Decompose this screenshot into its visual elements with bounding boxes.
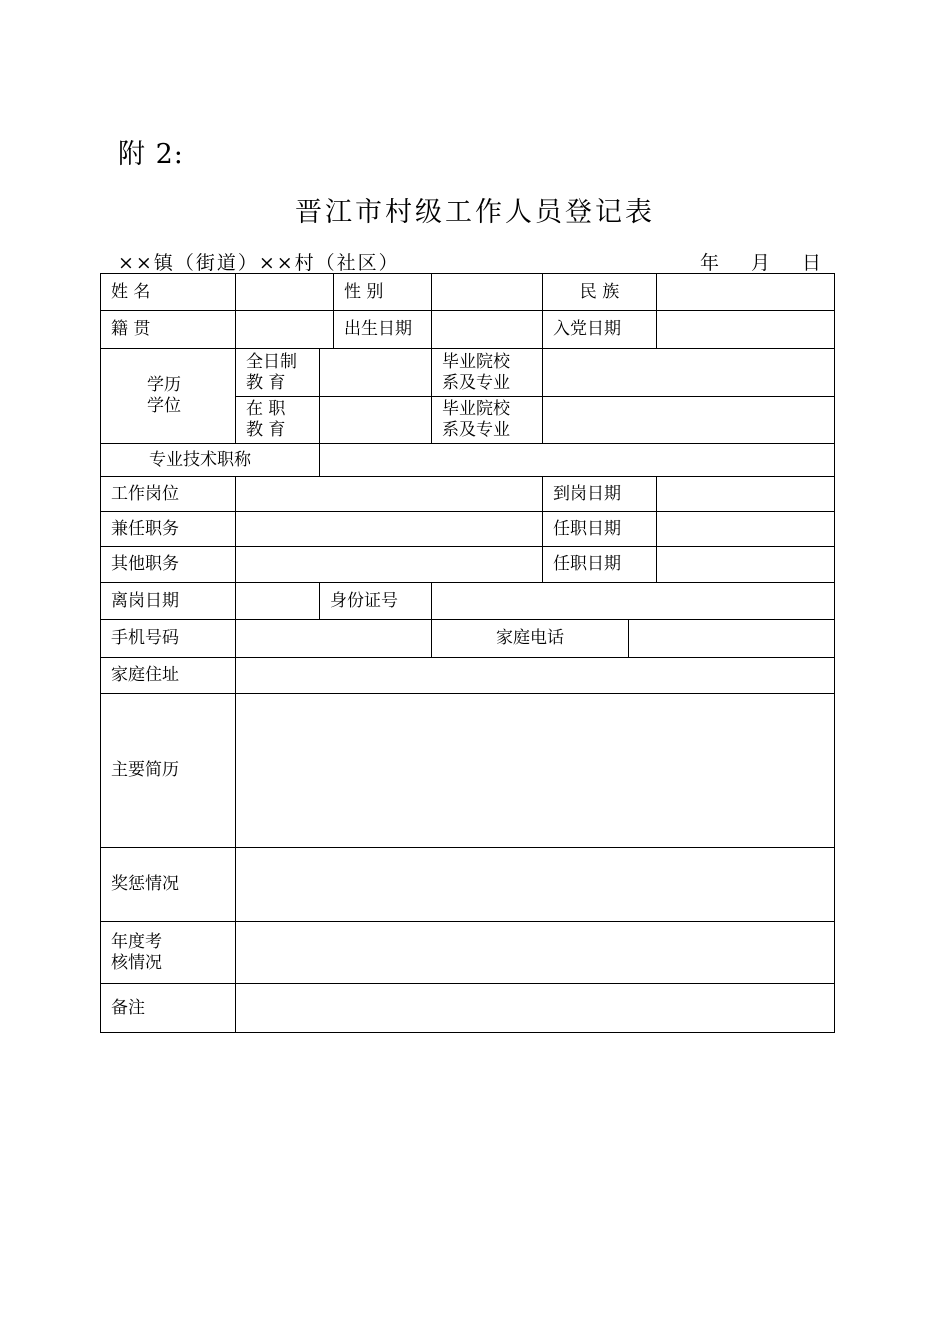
label-degree: 学历 学位 <box>101 349 236 444</box>
year-label: 年 <box>700 252 720 274</box>
input-appoint-date-2[interactable] <box>657 547 835 583</box>
label-gender: 性 别 <box>334 274 432 311</box>
input-work-post[interactable] <box>236 477 543 512</box>
label-birth-date: 出生日期 <box>334 311 432 349</box>
day-label: 日 <box>802 252 822 274</box>
label-resume: 主要简历 <box>101 694 236 848</box>
input-home-phone[interactable] <box>629 620 835 658</box>
label-rewards: 奖惩情况 <box>101 848 236 922</box>
registration-table <box>100 273 835 1033</box>
label-tech-title: 专业技术职称 <box>101 444 320 477</box>
input-inservice-school[interactable] <box>543 397 835 444</box>
row-resume <box>101 694 835 848</box>
input-id-number[interactable] <box>432 583 835 620</box>
label-name: 姓 名 <box>101 274 236 311</box>
row-annual <box>101 922 835 984</box>
row-work-post <box>101 477 835 512</box>
input-remarks[interactable] <box>236 984 835 1033</box>
label-leave-date: 离岗日期 <box>101 583 236 620</box>
input-resume[interactable] <box>236 694 835 848</box>
label-ethnicity: 民 族 <box>543 274 657 311</box>
row-remarks <box>101 984 835 1033</box>
input-birth-date[interactable] <box>432 311 543 349</box>
row-leave <box>101 583 835 620</box>
input-address[interactable] <box>236 658 835 694</box>
label-remarks: 备注 <box>101 984 236 1033</box>
row-rewards <box>101 848 835 922</box>
annex-label: 附 2: <box>118 139 184 170</box>
input-party-date[interactable] <box>657 311 835 349</box>
row-fulltime-edu <box>101 349 835 397</box>
input-ethnicity[interactable] <box>657 274 835 311</box>
label-appoint-date-2: 任职日期 <box>543 547 657 583</box>
location-line: ××镇（街道）××村（社区） <box>118 252 400 274</box>
input-fulltime-school[interactable] <box>543 349 835 397</box>
label-inservice-school: 毕业院校 系及专业 <box>432 397 543 444</box>
row-other-post <box>101 547 835 583</box>
label-native-place: 籍 贯 <box>101 311 236 349</box>
row-native <box>101 311 835 349</box>
row-concurrent <box>101 512 835 547</box>
input-name[interactable] <box>236 274 334 311</box>
row-name <box>101 274 835 311</box>
label-mobile: 手机号码 <box>101 620 236 658</box>
label-address: 家庭住址 <box>101 658 236 694</box>
label-appoint-date-1: 任职日期 <box>543 512 657 547</box>
date-line <box>700 248 821 275</box>
label-start-date: 到岗日期 <box>543 477 657 512</box>
label-home-phone: 家庭电话 <box>432 620 629 658</box>
input-other-post[interactable] <box>236 547 543 583</box>
input-appoint-date-1[interactable] <box>657 512 835 547</box>
label-work-post: 工作岗位 <box>101 477 236 512</box>
input-gender[interactable] <box>432 274 543 311</box>
form-title: 晋江市村级工作人员登记表 <box>295 197 655 228</box>
label-annual-review: 年度考 核情况 <box>101 922 236 984</box>
row-tech-title <box>101 444 835 477</box>
input-native-place[interactable] <box>236 311 334 349</box>
label-party-date: 入党日期 <box>543 311 657 349</box>
input-mobile[interactable] <box>236 620 432 658</box>
label-fulltime-edu: 全日制 教 育 <box>236 349 320 397</box>
label-inservice-edu: 在 职 教 育 <box>236 397 320 444</box>
label-concurrent: 兼任职务 <box>101 512 236 547</box>
label-fulltime-school: 毕业院校 系及专业 <box>432 349 543 397</box>
input-rewards[interactable] <box>236 848 835 922</box>
input-inservice-edu[interactable] <box>320 397 432 444</box>
input-leave-date[interactable] <box>236 583 320 620</box>
input-start-date[interactable] <box>657 477 835 512</box>
label-id-number: 身份证号 <box>320 583 432 620</box>
input-annual-review[interactable] <box>236 922 835 984</box>
row-phone <box>101 620 835 658</box>
month-label: 月 <box>751 252 771 274</box>
input-fulltime-edu[interactable] <box>320 349 432 397</box>
row-address <box>101 658 835 694</box>
input-tech-title[interactable] <box>320 444 835 477</box>
label-other-post: 其他职务 <box>101 547 236 583</box>
input-concurrent[interactable] <box>236 512 543 547</box>
